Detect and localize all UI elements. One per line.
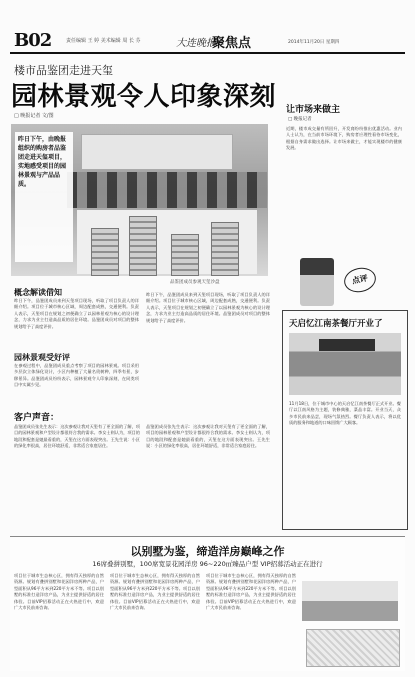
section-title-3: 客户声音： — [14, 413, 60, 423]
photo-caption: 品鉴团成员参观天玺沙盘 — [170, 280, 220, 285]
photo-banner — [81, 134, 233, 170]
ad-body-col-1: 项目位于城市生态核心区，拥有得天独厚的自然资源。规划有叠拼别墅和花园洋房两种产品，户型面积从96平方米到220平方米不等。项目以别墅的标准打造洋房产品，为业主提供舒适的居住体验。目前VIP招募活动正在火热进行中，欢迎广大市民前来咨询。 — [14, 573, 104, 611]
section-body-continued: 昨日下午，品鉴团成员来到天玺项目现场，听取了项目负责人的详细介绍。项目位于城市核心区域，周边配套成熟，交通便利。负责人表示，天玺项目在规划之初便确立了以园林景观为核心的设计理念，力求为业主打造高品质的居住环境。品鉴团成员对项目的整体规划给予了高度评价。 — [146, 292, 270, 323]
ad-body-col-2: 项目位于城市生态核心区，拥有得天独厚的自然资源。规划有叠拼别墅和花园洋房两种产品，户型面积从96平方米到220平方米不等。项目以别墅的标准打造洋房产品，为业主提供舒适的居住体验。目前VIP招募活动正在火热进行中，欢迎广大市民前来咨询。 — [110, 573, 200, 611]
section-body-2: 在参观过程中，品鉴团成员重点考察了项目的园林景观。项目采用多层次立体绿化设计，小区内种植了大量名贵树种，四季有景，步移景异。品鉴团成员纷纷表示，园林景观令人印象深刻，在同类项目中实属少见。 — [14, 363, 139, 388]
sidebar-byline: □ 晚报记者 — [288, 117, 312, 122]
boxed-article-body: 11月18日，位于城市中心的天启忆江南茶餐厅正式开业。餐厅以江南风格为主题，装修典雅，菜品丰富。开业当天，众多市民前来品尝，现场气氛热烈。餐厅负责人表示，将以优质的服务和地道的口味回馈广大顾客。 — [289, 401, 401, 426]
editor-meta: 责任编辑 王 婷 美术编辑 周 长 芬 — [66, 38, 141, 44]
sidebar-body: 近期，楼市成交量有所回升，开发商纷纷推出优惠活动。业内人士认为，在当前市场环境下，购房者应理性看待市场变化，根据自身需求做出选择。让市场来做主，才能实现楼市的健康发展。 — [286, 126, 402, 151]
page-header — [10, 30, 405, 54]
article-photo — [11, 124, 268, 276]
column-name: 聚焦点 — [212, 36, 252, 51]
commentary-stamp: 点评 — [342, 265, 378, 295]
photo-building-model — [171, 234, 199, 276]
article-headline: 园林景观令人印象深刻 — [11, 82, 277, 112]
ad-title: 以别墅为鉴，缔造洋房巅峰之作 — [130, 545, 285, 558]
article-subtitle: 楼市品鉴团走进天玺 — [14, 64, 113, 77]
ad-body-col-3: 项目位于城市生态核心区，拥有得天独厚的自然资源。规划有叠拼别墅和花园洋房两种产品，户型面积从96平方米到220平方米不等。项目以别墅的标准打造洋房产品，为业主提供舒适的居住体验。目前VIP招募活动正在火热进行中，欢迎广大市民前来咨询。 — [206, 573, 296, 611]
sidebar-title: 让市场来做主 — [286, 105, 341, 115]
section-body-1: 昨日下午，品鉴团成员来到天玺项目现场，听取了项目负责人的详细介绍。项目位于城市核心区域，周边配套成熟，交通便利。负责人表示，天玺项目在规划之初便确立了以园林景观为核心的设计理念，力求为业主打造高品质的居住环境。品鉴团成员对项目的整体规划给予了高度评价。 — [14, 298, 139, 329]
photo-crowd — [67, 172, 267, 208]
section-body-3: 品鉴团成员张先生表示：这次参观让我对天玺有了更全面的了解，项目的园林景观和户型设计都很符合我的需求。李女士则认为，项目的地段和配套是她最看重的，天玺在这方面表现突出。王先生说：小区的绿化率很高，居住环境舒适，非常适合家庭居住。 — [14, 424, 140, 449]
boxed-article — [282, 310, 408, 530]
restaurant-sign — [319, 339, 375, 351]
page-number: B02 — [14, 30, 52, 51]
section-title-1: 概念解读借知 — [14, 288, 62, 297]
photo-building-model — [91, 228, 119, 276]
ad-location-map — [306, 629, 400, 667]
boxed-article-photo — [289, 333, 401, 395]
columnist-portrait — [300, 258, 334, 306]
section-body-3-continued: 品鉴团成员张先生表示：这次参观让我对天玺有了更全面的了解，项目的园林景观和户型设计都很符合我的需求。李女士则认为，项目的地段和配套是她最看重的，天玺在这方面表现突出。王先生说：小区的绿化率很高，居住环境舒适，非常适合家庭居住。 — [146, 424, 270, 449]
issue-date: 2014年11月20日 星期四 — [288, 40, 340, 45]
photo-building-model — [211, 222, 239, 276]
boxed-article-title: 天启忆江南茶餐厅开业了 — [289, 319, 383, 329]
ad-subtitle: 16席叠拼别墅，100席宽景花园洋房 96~220㎡臻品户型 VIP招募活动正在进行 — [92, 560, 323, 568]
newspaper-logo: 大连晚报 — [176, 38, 216, 49]
ad-rendering-image — [302, 581, 398, 621]
article-byline: □ 晚报记者 文/图 — [14, 113, 54, 119]
photo-overlay-text: 昨日下午，由晚报组织的购房者品鉴团走进天玺项目，实地感受项目的园林景观与产品品质。 — [15, 132, 73, 262]
photo-building-model — [129, 216, 157, 276]
section-title-2: 园林景观受好评 — [14, 353, 70, 362]
advertisement — [10, 536, 405, 671]
